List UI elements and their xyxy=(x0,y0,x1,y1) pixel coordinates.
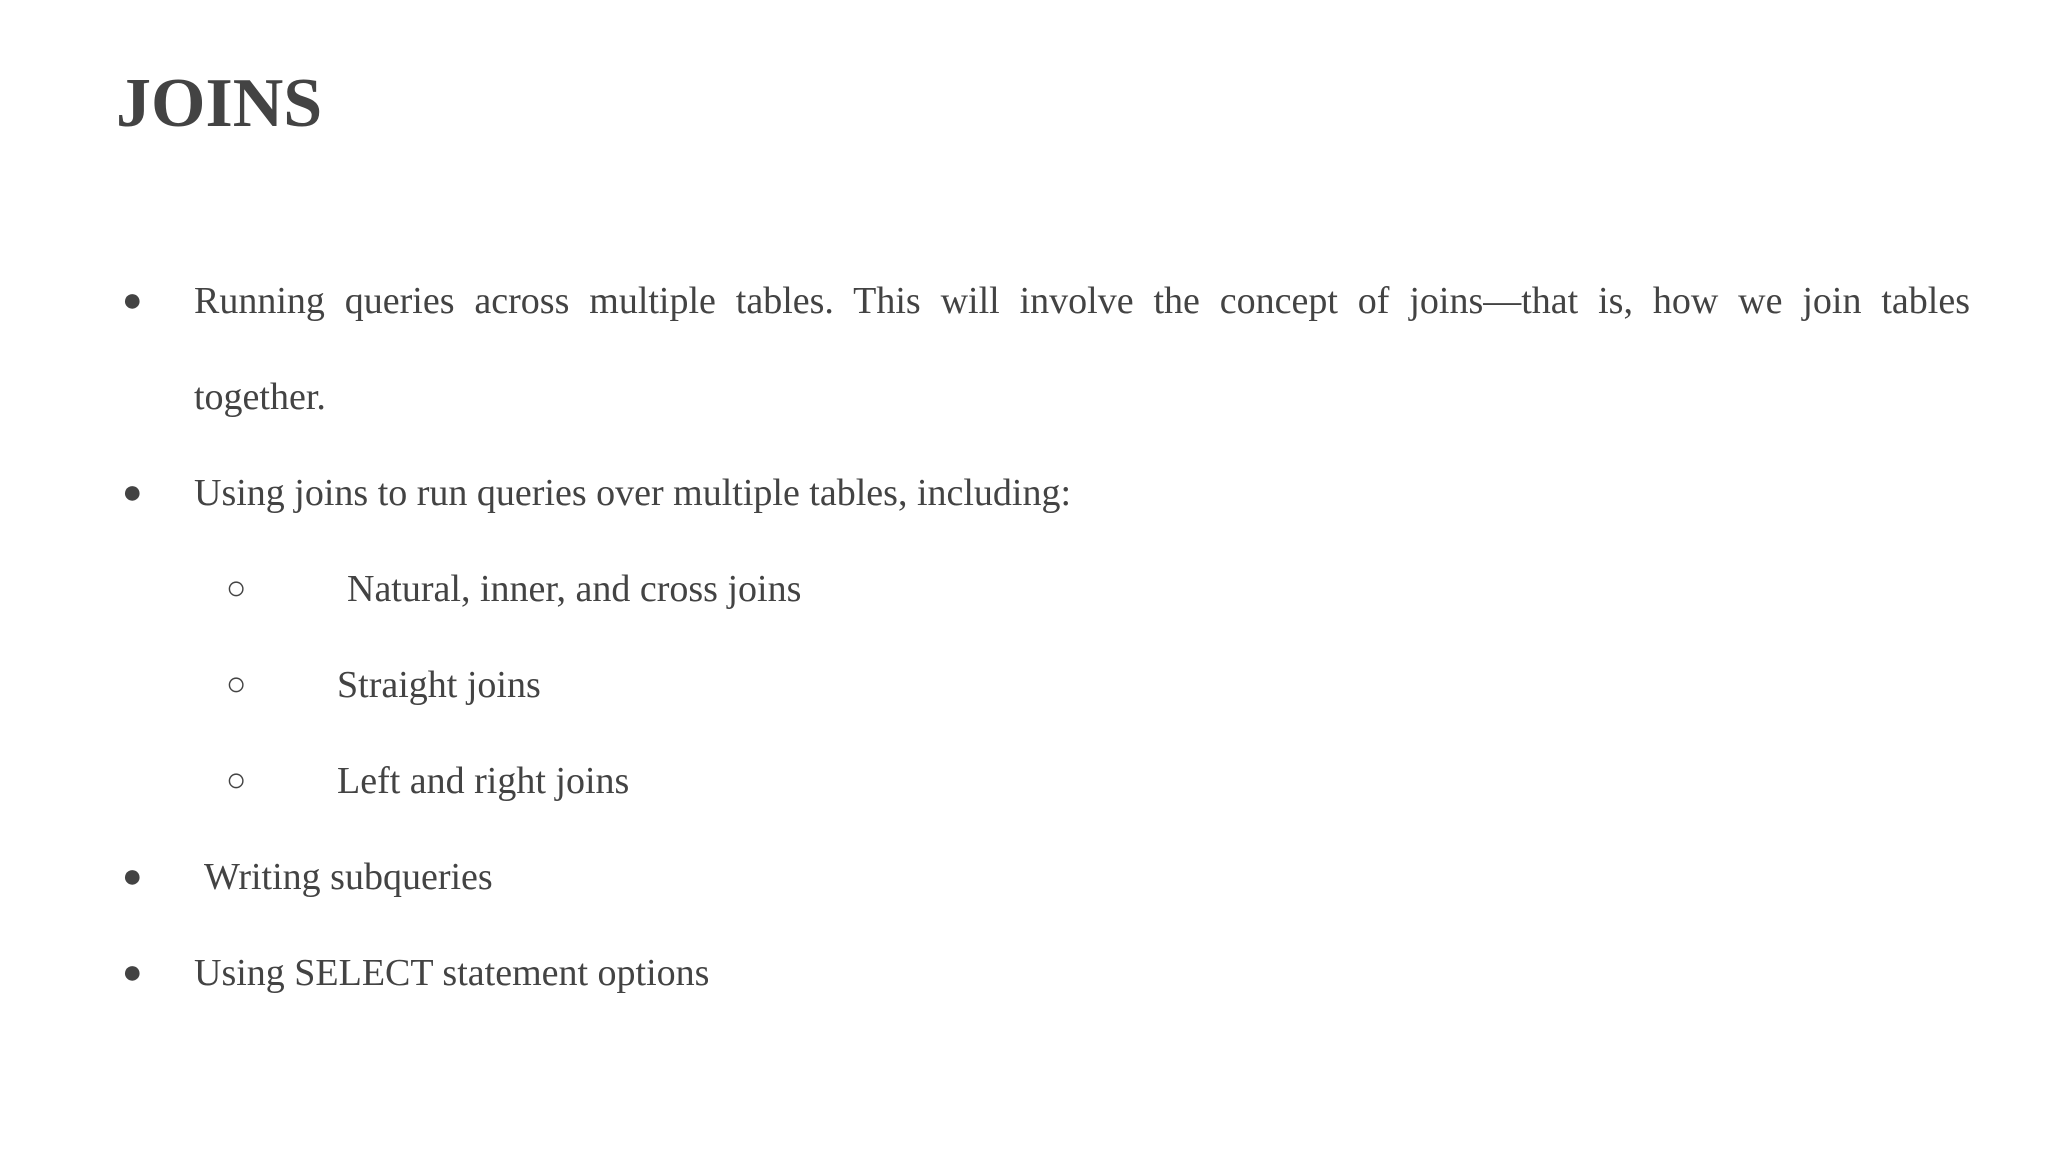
bullet-icon: ● xyxy=(122,858,143,895)
list-item xyxy=(0,445,2048,541)
sub-list-item xyxy=(0,733,2048,829)
circle-bullet-icon: ○ xyxy=(226,666,247,703)
circle-bullet-icon: ○ xyxy=(226,762,247,799)
list-item-text: together. xyxy=(194,376,326,418)
list-item xyxy=(0,253,2048,349)
bullet-icon: ● xyxy=(122,474,143,511)
circle-bullet-icon: ○ xyxy=(226,570,247,607)
sub-list-item xyxy=(0,541,2048,637)
list-item-text: Using joins to run queries over multiple tables, including: xyxy=(194,472,1072,514)
slide-title: JOINS xyxy=(116,65,323,142)
list-item-continuation xyxy=(0,349,2048,445)
list-item-text: Running queries across multiple tables. This will involve the concept of joins—that is, how we join tables xyxy=(194,280,1970,322)
list-item-text: Using SELECT statement options xyxy=(194,952,710,994)
sub-list-item-text: Natural, inner, and cross joins xyxy=(347,568,802,610)
sub-list-item-text: Straight joins xyxy=(337,664,541,706)
bullet-icon: ● xyxy=(122,954,143,991)
list-item-text: Writing subqueries xyxy=(204,856,493,898)
bullet-icon: ● xyxy=(122,282,143,319)
list-item xyxy=(0,925,2048,1021)
list-item xyxy=(0,829,2048,925)
sub-list-item-text: Left and right joins xyxy=(337,760,630,802)
sub-list-item xyxy=(0,637,2048,733)
